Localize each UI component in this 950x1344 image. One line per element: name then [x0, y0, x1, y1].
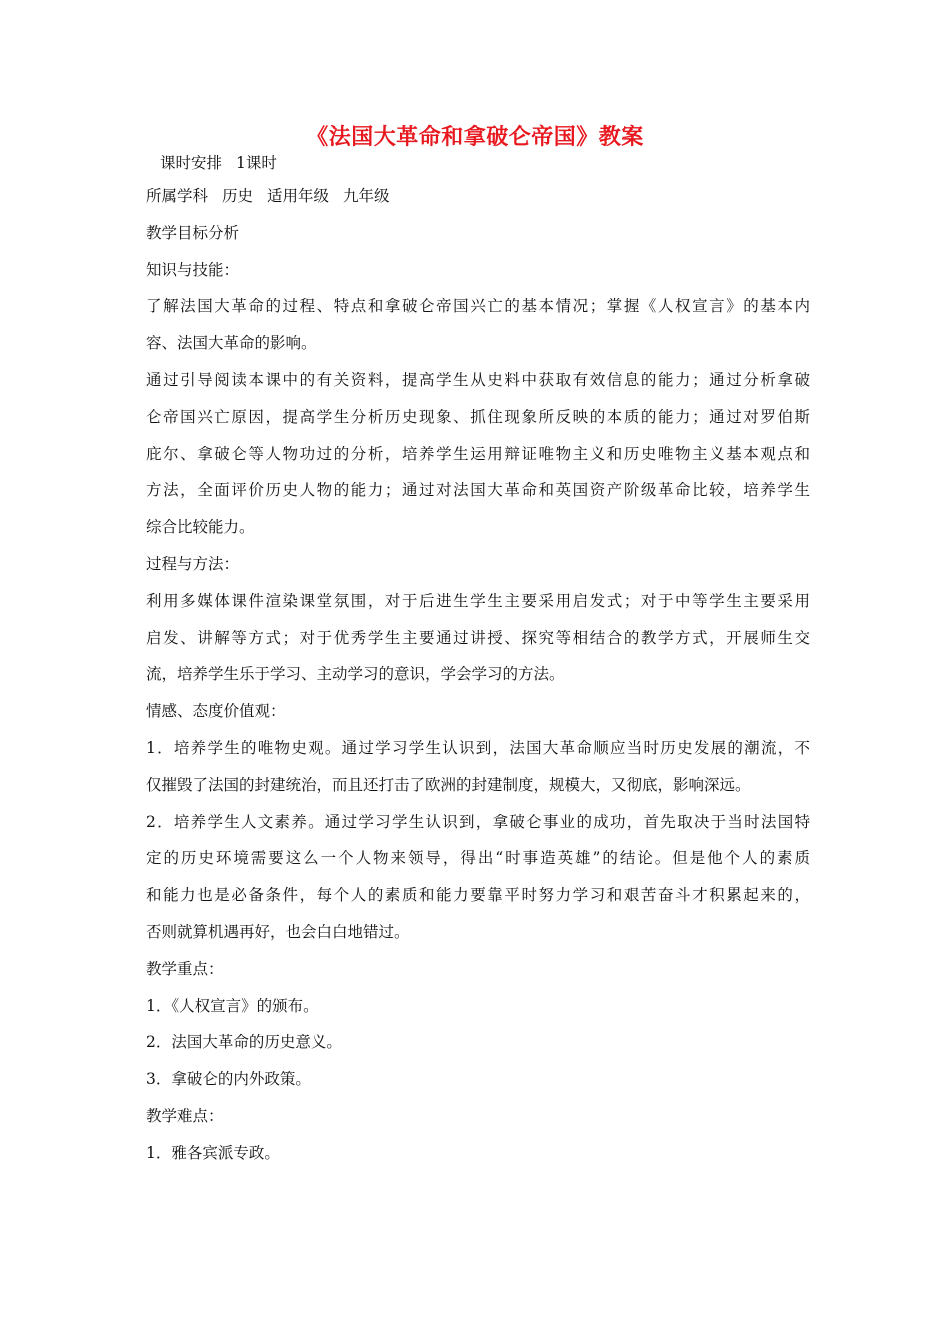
grade-label: 适用年级	[267, 187, 330, 205]
text-line: 仑帝国兴亡原因，提高学生分析历史现象、抓住现象所反映的本质的能力；通过对罗伯斯	[146, 407, 810, 426]
text-line: 定的历史环境需要这么一个人物来领导，得出“时事造英雄”的结论。但是他个人的素质	[146, 849, 810, 868]
key-point-item: 2．法国大革命的历史意义。	[146, 1033, 342, 1052]
text-line: 仅摧毁了法国的封建统治，而且还打击了欧洲的封建制度，规模大，又彻底，影响深远。	[146, 775, 751, 794]
period-label: 课时安排	[160, 154, 223, 172]
text-line: 1．培养学生的唯物史观。通过学习学生认识到，法国大革命顺应当时历史发展的潮流，不	[146, 738, 810, 757]
period-row	[146, 148, 810, 178]
text-line: 容、法国大革命的影响。	[146, 334, 317, 353]
values-heading: 情感、态度价值观：	[146, 702, 286, 721]
subject-grade-row	[146, 178, 810, 215]
key-point-item: 3．拿破仑的内外政策。	[146, 1070, 311, 1089]
text-line: 2．培养学生人文素养。通过学习学生认识到，拿破仑事业的成功，首先取决于当时法国特	[146, 812, 810, 831]
knowledge-paragraph-2	[146, 362, 810, 546]
difficult-heading: 教学难点：	[146, 1106, 224, 1125]
text-line: 庇尔、拿破仑等人物功过的分析，培养学生运用辩证唯物主义和历史唯物主义基本观点和	[146, 444, 810, 463]
knowledge-heading: 知识与技能：	[146, 260, 240, 279]
goals-heading: 教学目标分析	[146, 223, 240, 242]
text-line: 综合比较能力。	[146, 518, 255, 537]
grade-value: 九年级	[343, 187, 390, 205]
key-point-item: 1．《人权宣言》的颁布。	[146, 996, 319, 1015]
process-heading: 过程与方法：	[146, 554, 240, 573]
text-line: 利用多媒体课件渲染课堂氛围，对于后进生学生主要采用启发式；对于中等学生主要采用	[146, 591, 810, 610]
text-line: 否则就算机遇再好，也会白白地错过。	[146, 922, 410, 941]
period-value: 1课时	[236, 154, 277, 172]
key-points-heading: 教学重点：	[146, 959, 224, 978]
difficult-point-item: 1．雅各宾派专政。	[146, 1143, 280, 1162]
subject-value: 历史	[222, 187, 254, 205]
text-line: 启发、讲解等方式；对于优秀学生主要通过讲授、探究等相结合的教学方式，开展师生交	[146, 628, 810, 647]
text-line: 流，培养学生乐于学习、主动学习的意识，学会学习的方法。	[146, 665, 565, 684]
text-line: 和能力也是必备条件，每个人的素质和能力要靠平时努力学习和艰苦奋斗才积累起来的，	[146, 886, 810, 905]
subject-label: 所属学科	[146, 187, 209, 205]
process-paragraph	[146, 583, 810, 693]
document-title: 《法国大革命和拿破仑帝国》教案	[306, 124, 644, 150]
text-line: 通过引导阅读本课中的有关资料，提高学生从史料中获取有效信息的能力；通过分析拿破	[146, 370, 810, 389]
text-line: 方法，全面评价历史人物的能力；通过对法国大革命和英国资产阶级革命比较，培养学生	[146, 481, 810, 500]
values-paragraph-1	[146, 730, 810, 804]
knowledge-paragraph-1	[146, 288, 810, 362]
values-paragraph-2	[146, 804, 810, 951]
text-line: 了解法国大革命的过程、特点和拿破仑帝国兴亡的基本情况；掌握《人权宣言》的基本内	[146, 297, 810, 316]
document-body	[146, 148, 810, 1172]
